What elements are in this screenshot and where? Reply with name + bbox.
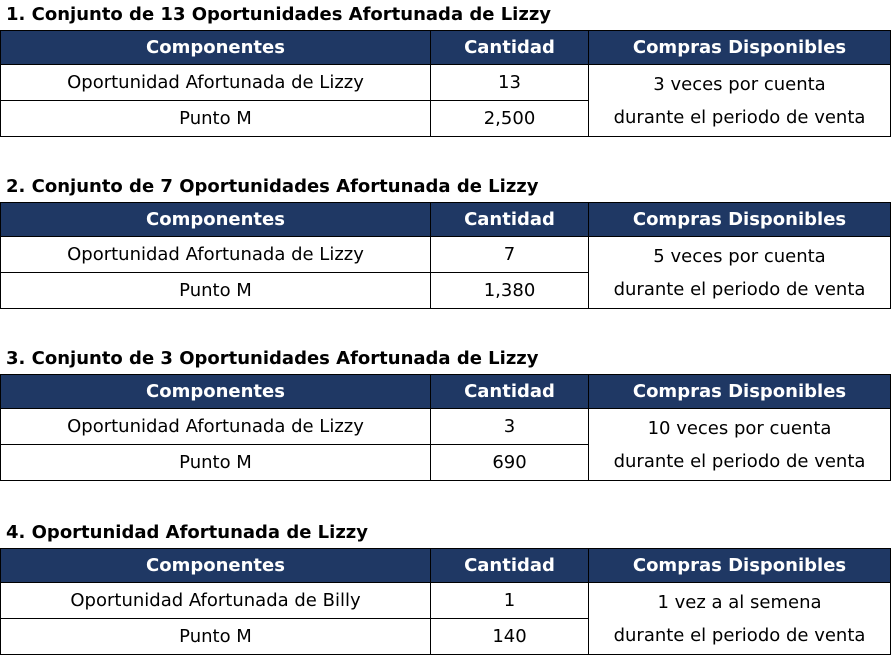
table-row bbox=[1, 583, 891, 619]
header-components: Componentes bbox=[1, 375, 431, 409]
header-quantity: Cantidad bbox=[431, 203, 589, 237]
offer-section-4 bbox=[0, 518, 892, 655]
header-quantity: Cantidad bbox=[431, 549, 589, 583]
component-cell: Punto M bbox=[1, 273, 431, 309]
quantity-cell: 690 bbox=[431, 445, 589, 481]
table-row bbox=[1, 65, 891, 101]
table-header-row bbox=[1, 203, 891, 237]
available-cell bbox=[589, 237, 891, 309]
component-cell: Oportunidad Afortunada de Lizzy bbox=[1, 237, 431, 273]
quantity-cell: 7 bbox=[431, 237, 589, 273]
header-available: Compras Disponibles bbox=[589, 31, 891, 65]
offer-section-1 bbox=[0, 0, 892, 137]
section-title: 4. Oportunidad Afortunada de Lizzy bbox=[6, 522, 369, 543]
component-cell: Punto M bbox=[1, 101, 431, 137]
header-available: Compras Disponibles bbox=[589, 549, 891, 583]
section-title: 3. Conjunto de 3 Oportunidades Afortunada de Lizzy bbox=[6, 348, 539, 369]
component-cell: Punto M bbox=[1, 445, 431, 481]
quantity-cell: 3 bbox=[431, 409, 589, 445]
quantity-cell: 1 bbox=[431, 583, 589, 619]
table-row bbox=[1, 237, 891, 273]
quantity-cell: 2,500 bbox=[431, 101, 589, 137]
available-line-2: durante el periodo de venta bbox=[613, 278, 866, 300]
offer-section-2 bbox=[0, 172, 892, 309]
table-header-row bbox=[1, 31, 891, 65]
available-line-2: durante el periodo de venta bbox=[613, 624, 866, 646]
available-cell bbox=[589, 583, 891, 655]
section-title: 2. Conjunto de 7 Oportunidades Afortunada de Lizzy bbox=[6, 176, 539, 197]
header-components: Componentes bbox=[1, 549, 431, 583]
available-line-1: 5 veces por cuenta bbox=[653, 245, 826, 267]
component-cell: Punto M bbox=[1, 619, 431, 655]
header-quantity: Cantidad bbox=[431, 375, 589, 409]
quantity-cell: 140 bbox=[431, 619, 589, 655]
offer-section-3 bbox=[0, 344, 892, 481]
header-available: Compras Disponibles bbox=[589, 375, 891, 409]
offer-table bbox=[0, 374, 891, 481]
available-line-2: durante el periodo de venta bbox=[613, 450, 866, 472]
quantity-cell: 1,380 bbox=[431, 273, 589, 309]
available-line-2: durante el periodo de venta bbox=[613, 106, 866, 128]
component-cell: Oportunidad Afortunada de Lizzy bbox=[1, 65, 431, 101]
component-cell: Oportunidad Afortunada de Billy bbox=[1, 583, 431, 619]
available-line-1: 3 veces por cuenta bbox=[653, 73, 826, 95]
component-cell: Oportunidad Afortunada de Lizzy bbox=[1, 409, 431, 445]
table-row bbox=[1, 409, 891, 445]
header-quantity: Cantidad bbox=[431, 31, 589, 65]
offer-table bbox=[0, 548, 891, 655]
section-title: 1. Conjunto de 13 Oportunidades Afortunada de Lizzy bbox=[6, 4, 552, 25]
available-cell bbox=[589, 65, 891, 137]
offer-table bbox=[0, 202, 891, 309]
available-line-1: 1 vez a al semena bbox=[657, 591, 822, 613]
header-available: Compras Disponibles bbox=[589, 203, 891, 237]
offer-table bbox=[0, 30, 891, 137]
available-line-1: 10 veces por cuenta bbox=[647, 417, 832, 439]
available-cell bbox=[589, 409, 891, 481]
table-header-row bbox=[1, 549, 891, 583]
table-header-row bbox=[1, 375, 891, 409]
quantity-cell: 13 bbox=[431, 65, 589, 101]
header-components: Componentes bbox=[1, 203, 431, 237]
header-components: Componentes bbox=[1, 31, 431, 65]
